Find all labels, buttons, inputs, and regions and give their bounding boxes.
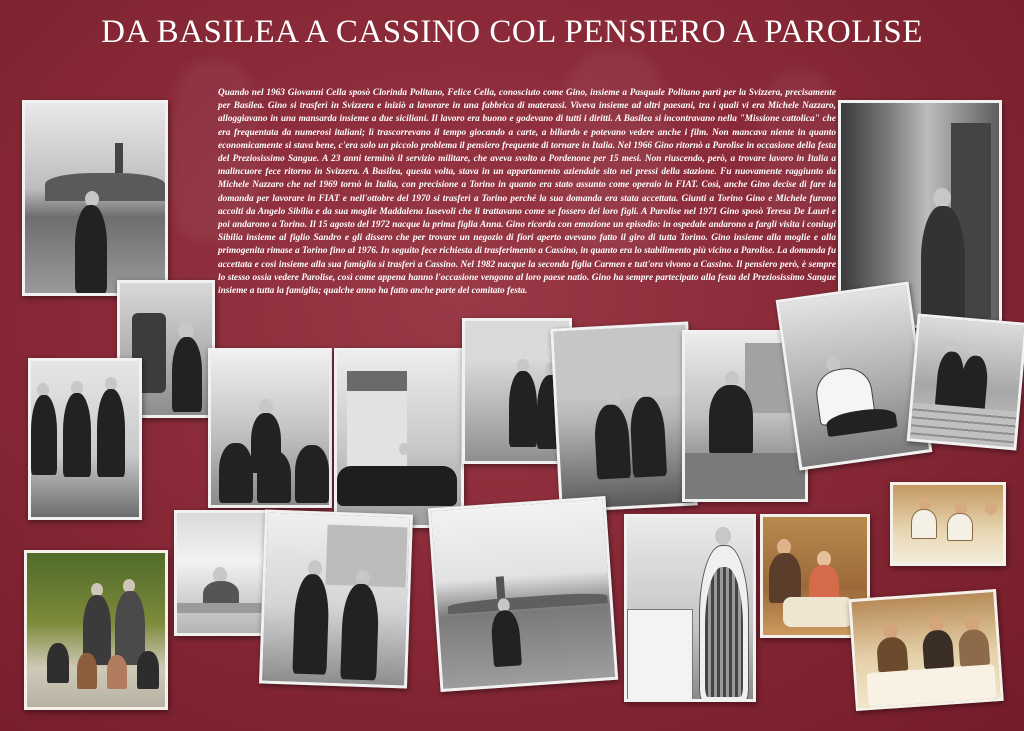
- photo-dinner-party: [848, 589, 1003, 711]
- photo-man-stove: [624, 514, 756, 702]
- photo-man-sofa: [776, 282, 933, 471]
- photo-house-car: [334, 348, 464, 528]
- photo-men-bench: [550, 322, 697, 513]
- photo-three-men: [28, 358, 142, 520]
- photo-men-stairs: [907, 313, 1024, 450]
- photo-family-outdoors: [24, 550, 168, 710]
- photo-woman-kitchen: [174, 510, 268, 636]
- photo-river-view: [428, 496, 618, 692]
- page-title: DA BASILEA A CASSINO COL PENSIERO A PAROLISE: [101, 14, 923, 50]
- photo-group-seated: [208, 348, 332, 508]
- photo-bridge-basel: [22, 100, 168, 296]
- photo-dinner-table: [890, 482, 1006, 566]
- story-text: Quando nel 1963 Giovanni Cella sposò Clorinda Politano, Felice Cella, conosciuto come Gino, insieme a Pasquale Politano partì per la Svizzera, precisamente per Basilea. Gino si trasferì in Svizzera e iniziò a lavorare in una fabbrica di materassi. Viveva insieme ad altri paesani, tra i quali vi era Michele Nazzaro, alloggiavano in una mansarda insieme a due siciliani. Il lavoro era buono e godevano di tutti i diritti. A Basilea si incontravano nella "Missione cattolica" che era frequentata da numerosi italiani; lì trascorrevano il tempo giocando a carte, a biliardo e potevano vedere anche i film. Non mancava niente in quanto economicamente si stava bene, c'era solo un piccolo problema il pensiero frequente di tornare in Italia. Nel 1966 Gino ritornò a Parolise in occasione della festa del Preziosissimo Sangue. A 23 anni terminò il servizio militare, che aveva svolto a Pordenone per 15 mesi. Non riuscendo, però, a trovare lavoro in Italia a malincuore fece ritorno in Svizzera. A Basilea, questa volta, stava in un appartamento aziendale sito nei pressi della stazione. Fu nuovamente raggiunto da Michele Nazzaro che nel 1969 tornò in Italia, con precisione a Torino in quanto era stato assunto come operaio in FIAT. Così, anche Gino decise di fare la domanda per lavorare in FIAT e nell'ottobre del 1970 si trasferì a Torino perché la sua domanda era stata accettata. Giunti a Torino Gino e Michele furono accolti da Angelo Sibilia e da sua moglie Maddalena Iasevoli che li trattavano come se fossero dei loro figli. A Parolise nel 1971 Gino sposò Teresa De Lauri e poi andarono a Torino. Il 15 agosto del 1972 nacque la prima figlia Anna. Gino ricorda con emozione un episodio: in ospedale andarono a fargli visita i coniugi Sibilia insieme al figlio Sandro e gli dissero che per trovare un negozio di fiori aperto avevano fatto il giro di tutta Torino. Gino insieme alla moglie e alla primogenita rimase a Torino fino al 1976. In seguito fece richiesta di trasferimento a Cassino, in quanto era lo stabilimento più vicino a Parolise. La domanda fu accettata e così insieme alla sua famiglia si trasferì a Cassino. Nel 1982 nacque la seconda figlia Carmen e tutt'ora vivono a Cassino. Il pensiero però, è sempre lo stesso ossia vedere Parolise, così come appena hanno l'occasione vengono al loro paese natio. Gino ha sempre partecipato alla festa del Preziosissimo Sangue insieme a tutta la famiglia; qualche anno ha fatto anche parte del comitato festa.: [218, 88, 836, 297]
- photo-guitar-sunglasses: [259, 509, 413, 688]
